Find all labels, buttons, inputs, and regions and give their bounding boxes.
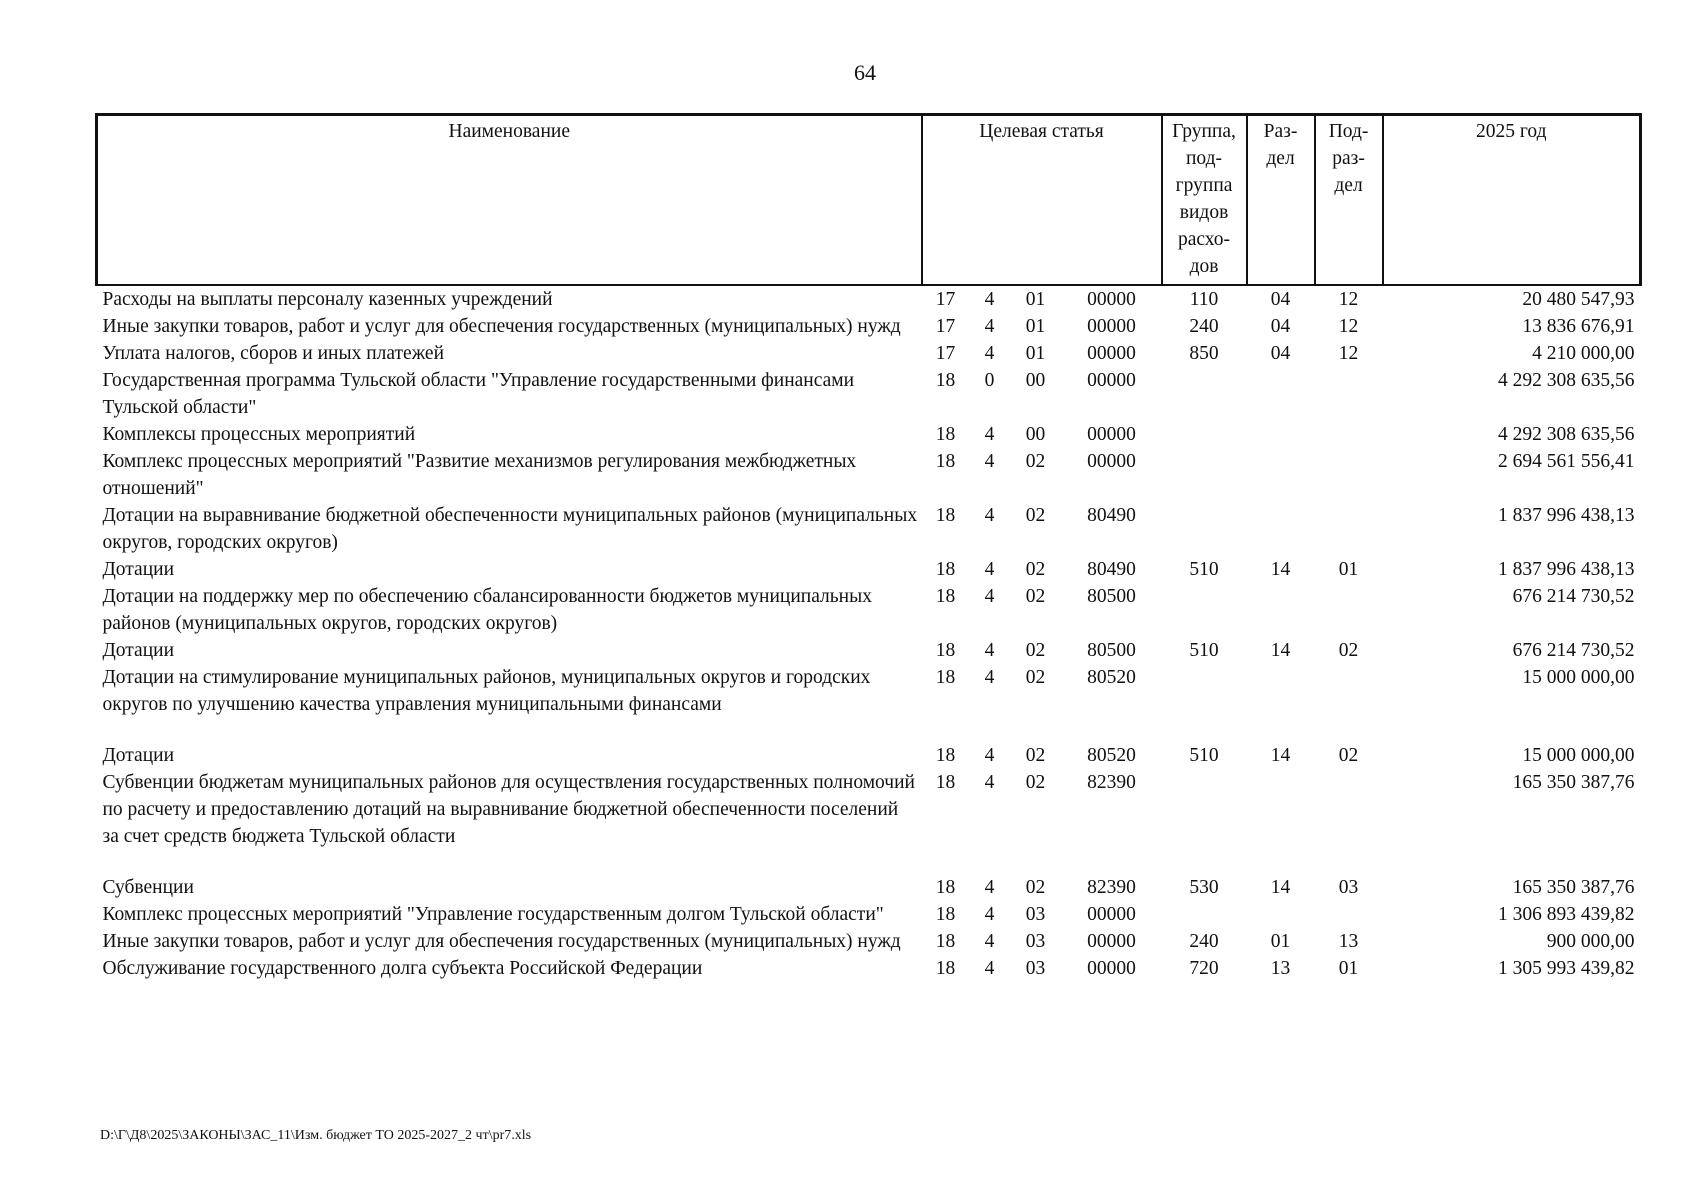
expense-group: 240 [1189, 931, 1219, 952]
header-group-line: под- [1186, 148, 1223, 169]
table-row [97, 421, 1641, 448]
target-code-4: 00000 [1087, 451, 1136, 472]
target-code-4: 00000 [1087, 289, 1136, 310]
row-name: Расходы на выплаты персоналу казенных учреждений [102, 289, 553, 310]
table-row [97, 556, 1641, 583]
expense-group: 850 [1189, 343, 1219, 364]
row-name: Субвенции [102, 877, 194, 898]
target-code-1: 17 [935, 343, 956, 364]
target-code-4: 00000 [1087, 931, 1136, 952]
section-code [1247, 901, 1315, 928]
target-code-2: 4 [984, 505, 995, 526]
subsection-code: 12 [1338, 316, 1359, 337]
target-code-3: 02 [1025, 586, 1046, 607]
target-code-4: 80490 [1087, 505, 1136, 526]
row-name: Дотации на поддержку мер по обеспечению сбалансированности бюджетов муниципальных районов (муниципальных округов, городских округов) [102, 586, 872, 634]
header-subsection-line: Под- [1328, 121, 1369, 142]
target-code-2: 4 [984, 559, 995, 580]
subsection-code [1315, 583, 1383, 637]
target-code-4: 00000 [1087, 343, 1136, 364]
subsection-code [1315, 769, 1383, 874]
target-code-2: 4 [984, 424, 995, 445]
amount-2025: 20 480 547,93 [1522, 289, 1635, 310]
target-code-1: 18 [935, 667, 956, 688]
table-row [97, 769, 1641, 874]
header-group [1162, 115, 1247, 286]
target-code-2: 4 [984, 904, 995, 925]
row-name: Дотации на стимулирование муниципальных районов, муниципальных округов и городских округов по улучшению качества управления муниципальными финансами [102, 667, 871, 715]
section-code [1247, 502, 1315, 556]
subsection-code: 02 [1338, 745, 1359, 766]
section-code [1247, 769, 1315, 874]
header-target-article: Целевая статья [922, 115, 1162, 286]
header-group-line: дов [1189, 256, 1219, 277]
target-code-2: 4 [984, 958, 995, 979]
expense-group: 510 [1189, 640, 1219, 661]
target-code-2: 4 [984, 451, 995, 472]
target-code-4: 00000 [1087, 316, 1136, 337]
table-row [97, 742, 1641, 769]
table-row [97, 874, 1641, 901]
row-name: Уплата налогов, сборов и иных платежей [102, 343, 445, 364]
header-subsection-line: раз- [1332, 148, 1365, 169]
row-name: Комплекс процессных мероприятий "Развитие механизмов регулирования межбюджетных отношений" [102, 451, 857, 499]
target-code-4: 00000 [1087, 424, 1136, 445]
table-body [97, 285, 1641, 982]
header-group-line: группа [1175, 175, 1233, 196]
amount-2025: 165 350 387,76 [1512, 772, 1635, 793]
amount-2025: 165 350 387,76 [1512, 877, 1635, 898]
section-code: 01 [1270, 931, 1291, 952]
expense-group [1162, 421, 1247, 448]
target-code-1: 18 [935, 586, 956, 607]
table-row [97, 928, 1641, 955]
table-row [97, 502, 1641, 556]
section-code [1247, 367, 1315, 421]
target-code-4: 80500 [1087, 586, 1136, 607]
target-code-3: 02 [1025, 667, 1046, 688]
target-code-4: 00000 [1087, 958, 1136, 979]
target-code-3: 01 [1025, 343, 1046, 364]
section-code: 14 [1270, 559, 1291, 580]
subsection-code: 01 [1338, 958, 1359, 979]
target-code-4: 00000 [1087, 904, 1136, 925]
target-code-1: 18 [935, 877, 956, 898]
target-code-3: 02 [1025, 640, 1046, 661]
target-code-3: 02 [1025, 772, 1046, 793]
amount-2025: 1 305 993 439,82 [1498, 958, 1635, 979]
expense-group: 530 [1189, 877, 1219, 898]
row-name: Государственная программа Тульской области "Управление государственными финансами Тульской области" [102, 370, 855, 418]
row-name: Дотации [102, 640, 175, 661]
target-code-2: 4 [984, 343, 995, 364]
target-code-3: 00 [1025, 370, 1046, 391]
table-row [97, 901, 1641, 928]
subsection-code: 03 [1338, 877, 1359, 898]
target-code-3: 03 [1025, 904, 1046, 925]
subsection-code [1315, 421, 1383, 448]
footer-file-path: D:\Г\Д8\2025\ЗАКОНЫ\ЗАС_11\Изм. бюджет ТО 2025-2027_2 чт\pr7.xls [100, 1128, 532, 1143]
expense-group: 240 [1189, 316, 1219, 337]
target-code-3: 02 [1025, 505, 1046, 526]
table-row [97, 583, 1641, 637]
table-row [97, 367, 1641, 421]
target-code-1: 18 [935, 745, 956, 766]
target-code-2: 4 [984, 316, 995, 337]
amount-2025: 900 000,00 [1546, 931, 1635, 952]
expense-group [1162, 502, 1247, 556]
expense-group: 720 [1189, 958, 1219, 979]
section-code: 13 [1270, 958, 1291, 979]
subsection-code [1315, 664, 1383, 742]
amount-2025: 676 214 730,52 [1512, 586, 1635, 607]
header-subsection-line: дел [1334, 175, 1363, 196]
target-code-2: 4 [984, 586, 995, 607]
header-section-line: дел [1266, 148, 1295, 169]
expense-group [1162, 664, 1247, 742]
table-row [97, 313, 1641, 340]
subsection-code: 12 [1338, 289, 1359, 310]
header-name: Наименование [97, 115, 922, 286]
subsection-code [1315, 367, 1383, 421]
target-code-1: 18 [935, 505, 956, 526]
target-code-3: 02 [1025, 451, 1046, 472]
target-code-1: 18 [935, 451, 956, 472]
target-code-1: 18 [935, 640, 956, 661]
subsection-code: 13 [1338, 931, 1359, 952]
target-code-4: 80520 [1087, 667, 1136, 688]
row-name: Комплекс процессных мероприятий "Управление государственным долгом Тульской области" [102, 904, 884, 925]
section-code: 04 [1270, 316, 1291, 337]
row-name: Иные закупки товаров, работ и услуг для обеспечения государственных (муниципальных) нужд [102, 316, 901, 337]
header-group-line: расхо- [1178, 229, 1231, 250]
target-code-1: 18 [935, 904, 956, 925]
row-name: Субвенции бюджетам муниципальных районов для осуществления государственных полномочий по расчету и предоставлению дотаций на выравнивание бюджетной обеспеченности поселений за счет средств бюджета Тульской области [102, 772, 915, 847]
section-code: 14 [1270, 745, 1291, 766]
table-row [97, 448, 1641, 502]
subsection-code [1315, 901, 1383, 928]
target-code-3: 01 [1025, 289, 1046, 310]
target-code-1: 17 [935, 289, 956, 310]
target-code-1: 18 [935, 958, 956, 979]
target-code-1: 18 [935, 424, 956, 445]
table-row [97, 285, 1641, 313]
target-code-4: 80500 [1087, 640, 1136, 661]
row-name: Иные закупки товаров, работ и услуг для обеспечения государственных (муниципальных) нужд [102, 931, 901, 952]
target-code-2: 0 [984, 370, 995, 391]
amount-2025: 4 210 000,00 [1532, 343, 1635, 364]
target-code-2: 4 [984, 931, 995, 952]
target-code-3: 02 [1025, 559, 1046, 580]
target-code-4: 00000 [1087, 370, 1136, 391]
subsection-code [1315, 448, 1383, 502]
table-header-row [97, 115, 1641, 286]
subsection-code: 12 [1338, 343, 1359, 364]
target-code-4: 82390 [1087, 772, 1136, 793]
amount-2025: 2 694 561 556,41 [1498, 451, 1635, 472]
expense-group: 510 [1189, 559, 1219, 580]
target-code-2: 4 [984, 745, 995, 766]
target-code-2: 4 [984, 667, 995, 688]
expense-group: 110 [1189, 289, 1219, 310]
section-code: 14 [1270, 640, 1291, 661]
target-code-1: 18 [935, 559, 956, 580]
target-code-3: 02 [1025, 745, 1046, 766]
expense-group [1162, 367, 1247, 421]
header-subsection [1315, 115, 1383, 286]
table-row [97, 340, 1641, 367]
budget-table [95, 113, 1642, 982]
target-code-3: 03 [1025, 931, 1046, 952]
section-code [1247, 421, 1315, 448]
amount-2025: 1 837 996 438,13 [1498, 505, 1635, 526]
target-code-2: 4 [984, 877, 995, 898]
amount-2025: 13 836 676,91 [1522, 316, 1635, 337]
subsection-code: 02 [1338, 640, 1359, 661]
amount-2025: 4 292 308 635,56 [1498, 370, 1635, 391]
target-code-3: 00 [1025, 424, 1046, 445]
section-code: 14 [1270, 877, 1291, 898]
section-code: 04 [1270, 289, 1291, 310]
amount-2025: 1 306 893 439,82 [1498, 904, 1635, 925]
header-year: 2025 год [1383, 115, 1641, 286]
target-code-2: 4 [984, 640, 995, 661]
table-row [97, 637, 1641, 664]
target-code-4: 82390 [1087, 877, 1136, 898]
amount-2025: 4 292 308 635,56 [1498, 424, 1635, 445]
target-code-2: 4 [984, 772, 995, 793]
expense-group [1162, 583, 1247, 637]
row-name: Дотации [102, 745, 175, 766]
row-name: Обслуживание государственного долга субъекта Российской Федерации [102, 958, 703, 979]
target-code-3: 01 [1025, 316, 1046, 337]
row-name: Дотации [102, 559, 175, 580]
amount-2025: 676 214 730,52 [1512, 640, 1635, 661]
amount-2025: 1 837 996 438,13 [1498, 559, 1635, 580]
row-name: Дотации на выравнивание бюджетной обеспеченности муниципальных районов (муниципальных округов, городских округов) [102, 505, 918, 553]
amount-2025: 15 000 000,00 [1522, 745, 1635, 766]
target-code-1: 18 [935, 370, 956, 391]
header-group-line: Группа, [1172, 121, 1236, 142]
section-code [1247, 583, 1315, 637]
table-row [97, 955, 1641, 982]
target-code-1: 18 [935, 772, 956, 793]
page-number: 64 [854, 60, 876, 85]
target-code-1: 18 [935, 931, 956, 952]
expense-group [1162, 448, 1247, 502]
amount-2025: 15 000 000,00 [1522, 667, 1635, 688]
row-name: Комплексы процессных мероприятий [102, 424, 416, 445]
target-code-4: 80490 [1087, 559, 1136, 580]
section-code: 04 [1270, 343, 1291, 364]
expense-group [1162, 901, 1247, 928]
table-row [97, 664, 1641, 742]
section-code [1247, 448, 1315, 502]
subsection-code: 01 [1338, 559, 1359, 580]
section-code [1247, 664, 1315, 742]
header-group-line: видов [1179, 202, 1229, 223]
target-code-4: 80520 [1087, 745, 1136, 766]
header-section [1247, 115, 1315, 286]
header-section-line: Раз- [1263, 121, 1298, 142]
target-code-1: 17 [935, 316, 956, 337]
target-code-3: 02 [1025, 877, 1046, 898]
expense-group: 510 [1189, 745, 1219, 766]
subsection-code [1315, 502, 1383, 556]
expense-group [1162, 769, 1247, 874]
target-code-3: 03 [1025, 958, 1046, 979]
target-code-2: 4 [984, 289, 995, 310]
